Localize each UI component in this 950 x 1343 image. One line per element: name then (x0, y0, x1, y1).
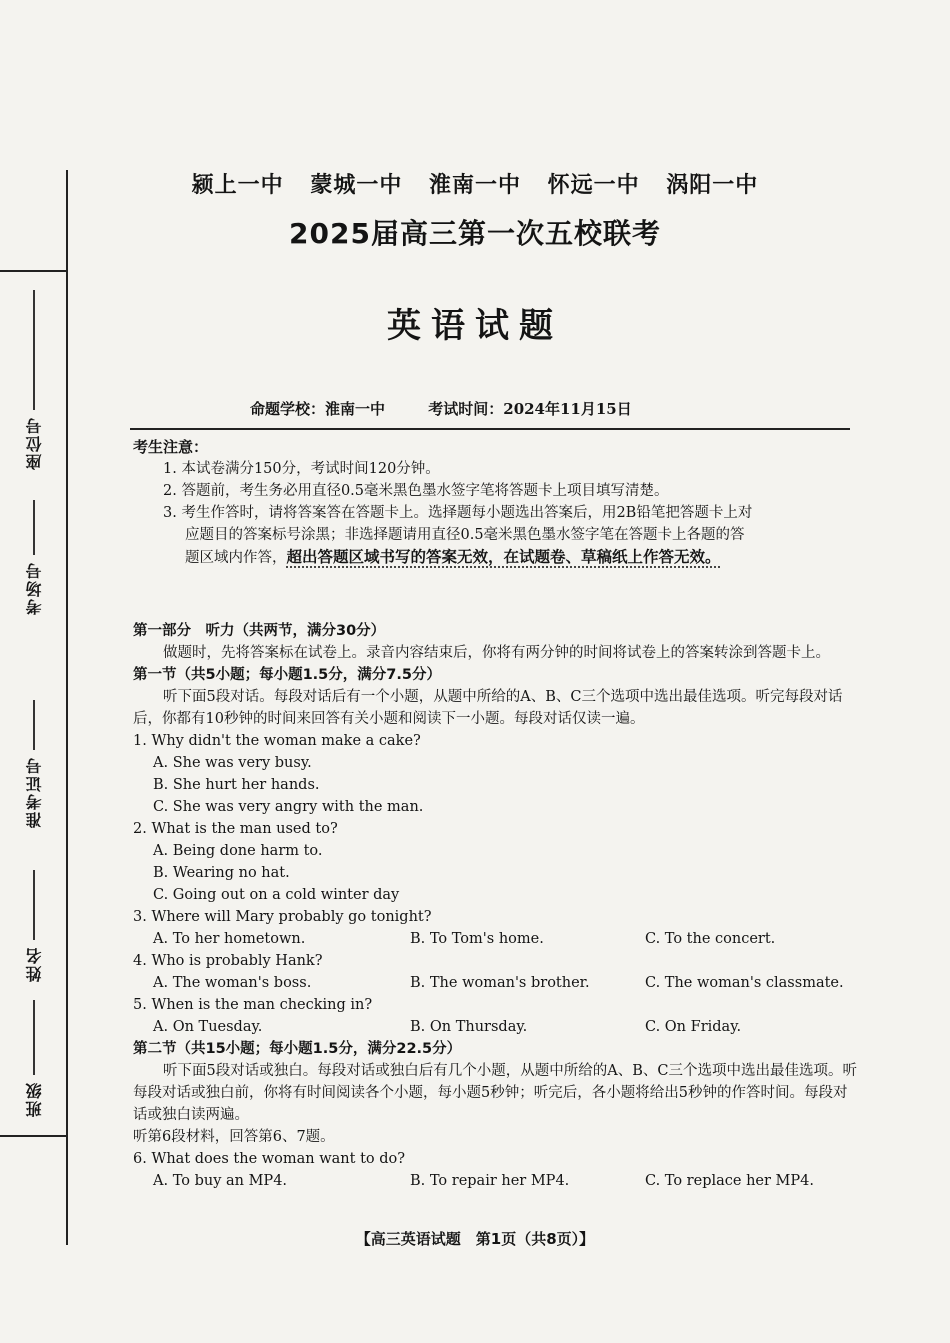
binding-margin-top-rule (0, 270, 68, 272)
option-b: B. To repair her MP4. (410, 1173, 570, 1189)
option-c: C. To replace her MP4. (645, 1173, 814, 1189)
admission-number-label: 准考证号 (24, 756, 44, 828)
option-row (133, 1016, 858, 1038)
section1-intro: 听下面5段对话。每段对话后有一个小题，从题中所给的A、B、C三个选项中选出最佳选项。听完每段对话后，你都有10秒钟的时间来回答有关小题和阅读下一小题。每段对话仅读一遍。 (133, 689, 843, 727)
name-field[interactable] (0, 870, 68, 988)
notice-item-2: 2. 答题前，考生务必用直径0.5毫米黑色墨水签字笔将答题卡上项目填写清楚。 (163, 483, 669, 499)
question-stem: 3. Where will Mary probably go tonight? (133, 909, 432, 925)
option-row (133, 1170, 858, 1192)
question-stem: 4. Who is probably Hank? (133, 953, 323, 969)
notice-item-3-end-plain: 题区域内作答， (185, 550, 287, 566)
option-b: B. She hurt her hands. (153, 777, 320, 793)
notice-item-3-end (133, 546, 858, 569)
question-stem: 1. Why didn't the woman make a cake? (133, 733, 421, 749)
question-1 (133, 730, 858, 818)
class-field[interactable] (0, 1000, 68, 1123)
option-c: C. Going out on a cold winter day (153, 887, 400, 903)
option-b: B. On Thursday. (410, 1019, 528, 1035)
seat-number-label: 座位号 (24, 416, 44, 470)
notice-emphasis: 超出答题区域书写的答案无效，在试题卷、草稿纸上作答无效。 (286, 548, 721, 566)
option-c: C. She was very angry with the man. (153, 799, 424, 815)
notice-item-3: 3. 考生作答时，请将答案答在答题卡上。选择题每小题选出答案后，用2B铅笔把答题卡上对 (163, 505, 753, 521)
question-4 (133, 950, 858, 994)
page-footer: 【高三英语试题 第1页（共8页）】 (355, 1230, 595, 1248)
question-6 (133, 1148, 858, 1192)
option-a: A. To buy an MP4. (153, 1173, 288, 1189)
option-c: C. On Friday. (645, 1019, 742, 1035)
header-rule (130, 428, 850, 430)
notice-block (133, 436, 858, 569)
section2-intro: 听下面5段对话或独白。每段对话或独白后有几个小题，从题中所给的A、B、C三个选项中选出最佳选项。听每段对话或独白前，你将有时间阅读各个小题，每小题5秒钟；听完后，各小题将给出5秒钟的作答时间。每段对话或独白读两遍。 (133, 1063, 857, 1123)
option-b: B. Wearing no hat. (153, 865, 290, 881)
option-b: B. The woman's brother. (410, 975, 590, 991)
notice-item-1: 1. 本试卷满分150分，考试时间120分钟。 (163, 461, 440, 477)
option-a: A. Being done harm to. (153, 843, 323, 859)
question-5 (133, 994, 858, 1038)
option-a: A. The woman's boss. (153, 975, 312, 991)
exam-room-field[interactable] (0, 500, 68, 621)
school-list: 颍上一中 蒙城一中 淮南一中 怀远一中 涡阳一中 (191, 173, 759, 198)
setter-school: 命题学校：淮南一中 (250, 400, 386, 418)
part1-intro: 做题时，先将答案标在试卷上。录音内容结束后，你将有两分钟的时间将试卷上的答案转涂到答题卡上。 (163, 645, 830, 661)
option-b: B. To Tom's home. (410, 931, 544, 947)
question-2 (133, 818, 858, 906)
part1-heading: 第一部分 听力（共两节，满分30分） (133, 623, 386, 639)
exam-title: 2025届高三第一次五校联考 (289, 217, 661, 250)
exam-meta (250, 398, 670, 419)
listening-part (133, 620, 858, 1192)
section2-material: 听第6段材料，回答第6、7题。 (133, 1129, 335, 1145)
notice-title: 考生注意： (133, 438, 209, 456)
option-a: A. On Tuesday. (153, 1019, 263, 1035)
question-stem: 6. What does the woman want to do? (133, 1151, 406, 1167)
option-c: C. The woman's classmate. (645, 975, 844, 991)
subject-title: 英语试题 (387, 306, 563, 346)
option-row (133, 972, 858, 994)
class-label: 班级 (24, 1081, 44, 1117)
option-row (133, 928, 858, 950)
question-stem: 5. When is the man checking in? (133, 997, 373, 1013)
option-c: C. To the concert. (645, 931, 776, 947)
section2-heading: 第二节（共15小题；每小题1.5分，满分22.5分） (133, 1041, 462, 1057)
notice-item-3-cont: 应题目的答案标号涂黑；非选择题请用直径0.5毫米黑色墨水签字笔在答题卡上各题的答 (185, 527, 745, 543)
exam-room-label: 考场号 (24, 561, 44, 615)
option-a: A. To her hometown. (153, 931, 306, 947)
section1-heading: 第一节（共5小题；每小题1.5分，满分7.5分） (133, 667, 441, 683)
name-label: 姓名 (24, 946, 44, 982)
admission-number-field[interactable] (0, 700, 68, 834)
question-3 (133, 906, 858, 950)
option-a: A. She was very busy. (153, 755, 312, 771)
question-stem: 2. What is the man used to? (133, 821, 338, 837)
exam-time: 考试时间：2024年11月15日 (428, 400, 632, 418)
binding-margin-bottom-rule (0, 1135, 68, 1137)
